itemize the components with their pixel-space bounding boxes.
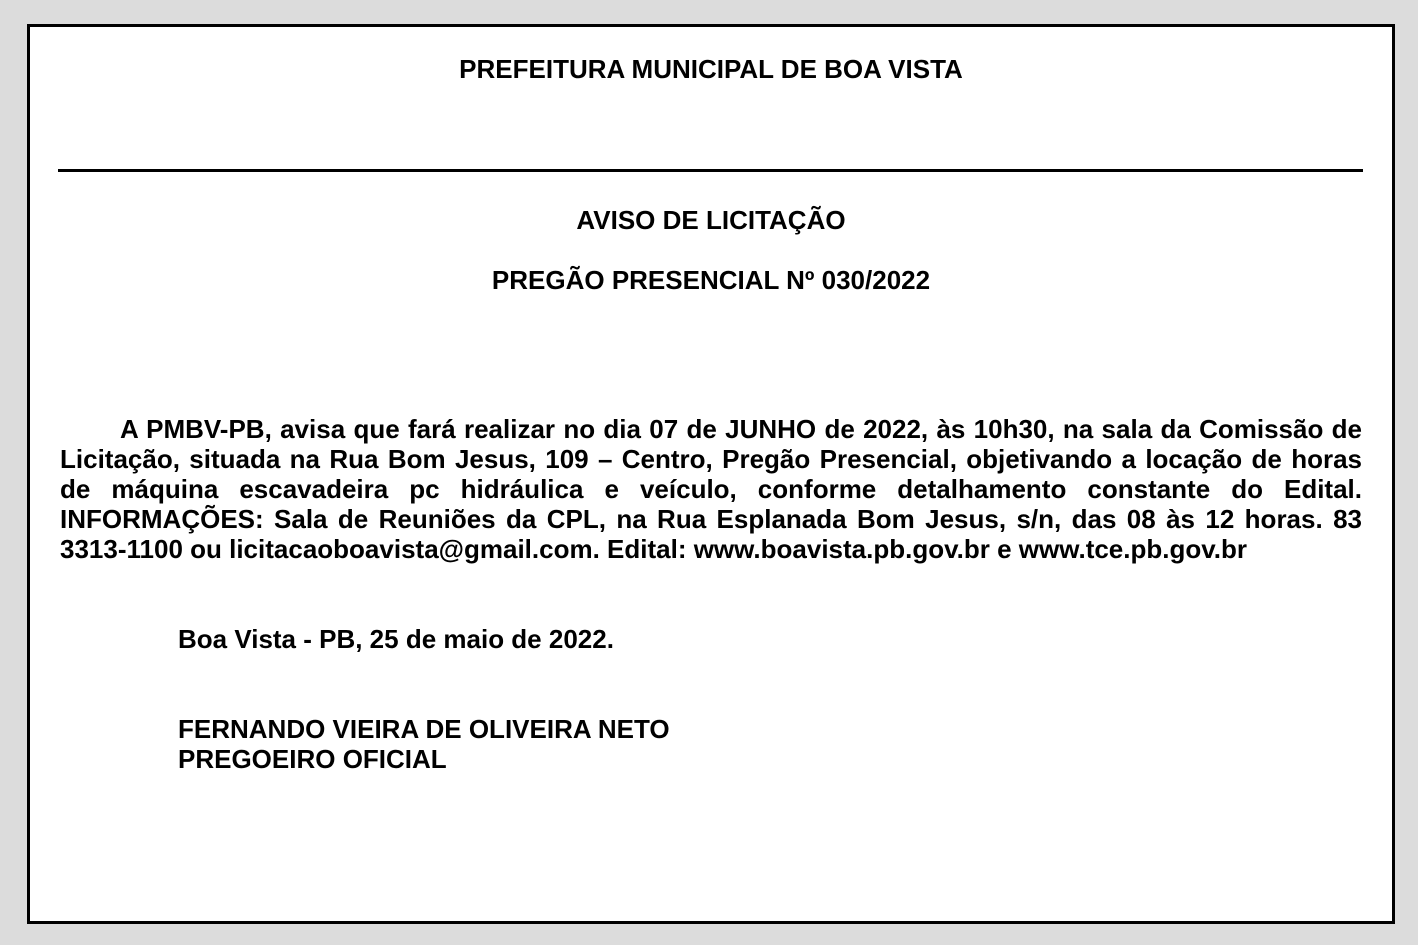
- header-title: PREFEITURA MUNICIPAL DE BOA VISTA: [459, 54, 963, 84]
- signer-name: FERNANDO VIEIRA DE OLIVEIRA NETO: [178, 714, 670, 744]
- notice-title: AVISO DE LICITAÇÃO: [576, 205, 846, 235]
- notice-box: [27, 24, 1395, 924]
- signer-role: PREGOEIRO OFICIAL: [178, 744, 447, 774]
- body-paragraph: A PMBV-PB, avisa que fará realizar no dia 07 de JUNHO de 2022, às 10h30, na sala da Comissão de Licitação, situada na Rua Bom Jesus, 109 – Centro, Pregão Presencial, objetivando a locação de horas de máquina escavadeira pc hidráulica e veículo, conforme detalhamento constante do Edital. INFORMAÇÕES: Sala de Reuniões da CPL, na Rua Esplanada Bom Jesus, s/n, das 08 às 12 horas. 83 3313-1100 ou licitacaoboavista@gmail.com. Edital: www.boavista.pb.gov.br e www.tce.pb.gov.br: [60, 414, 1362, 564]
- place-date: Boa Vista - PB, 25 de maio de 2022.: [178, 624, 614, 654]
- notice-subtitle: PREGÃO PRESENCIAL Nº 030/2022: [491, 265, 931, 295]
- divider: [58, 169, 1363, 172]
